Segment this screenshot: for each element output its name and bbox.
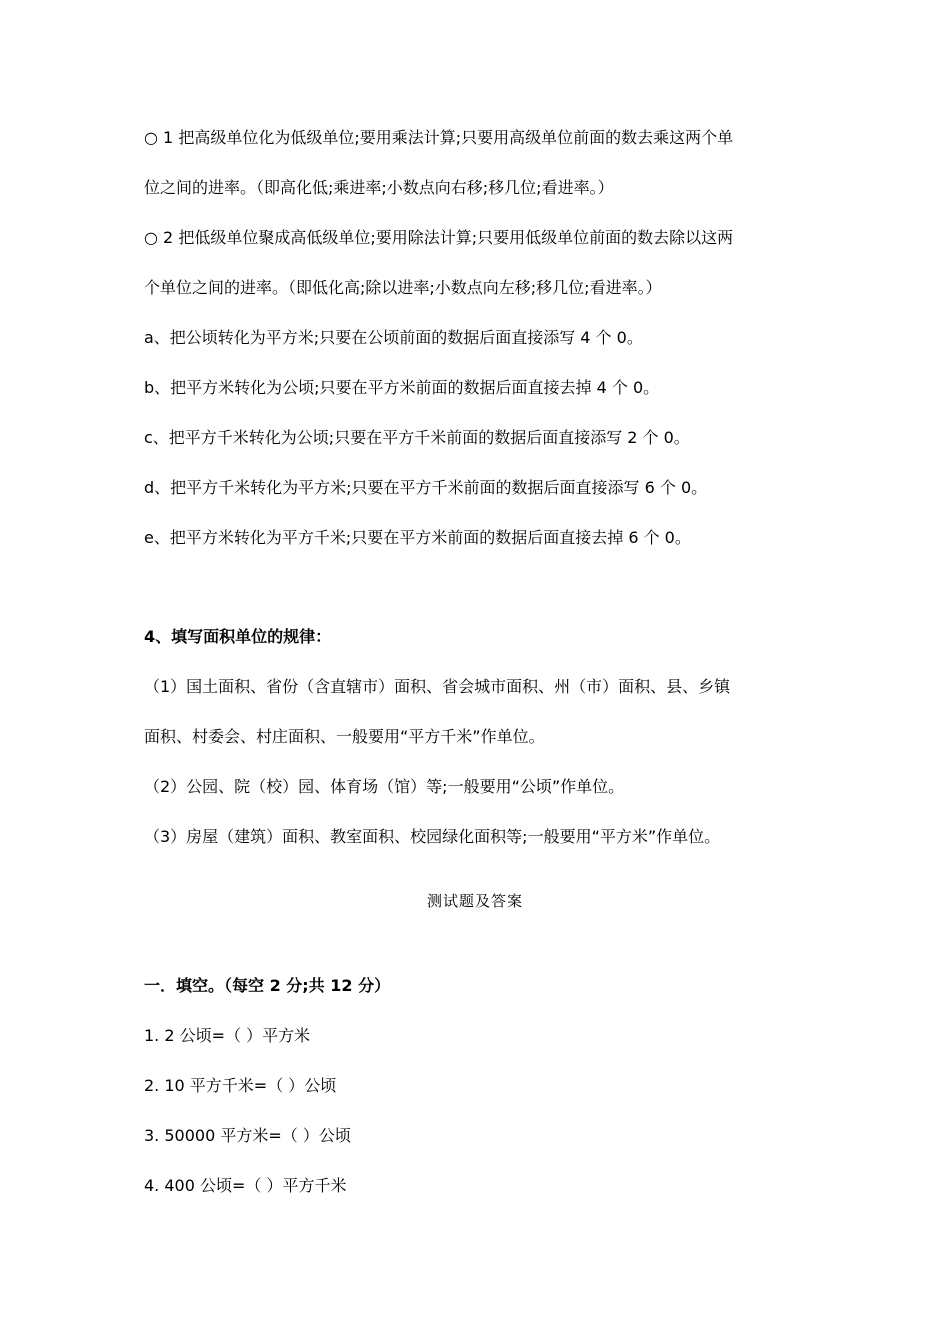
section-4-paragraph-1-line-1: （1）国土面积、省份（含直辖市）面积、省会城市面积、州（市）面积、县、乡镇 [144,677,731,696]
rule-e: e、把平方米转化为平方千米;只要在平方米前面的数据后面直接去掉 6 个 0。 [144,528,691,547]
rule-a: a、把公顷转化为平方米;只要在公顷前面的数据后面直接添写 4 个 0。 [144,328,643,347]
quiz-question-4: 4. 400 公顷=（ ）平方千米 [144,1176,347,1195]
section-4-paragraph-2: （2）公园、院（校）园、体育场（馆）等;一般要用“公顷”作单位。 [144,777,625,796]
quiz-question-3: 3. 50000 平方米=（ ）公顷 [144,1126,351,1145]
rule-1-line-1: ○ 1 把高级单位化为低级单位;要用乘法计算;只要用高级单位前面的数去乘这两个单 [144,128,734,147]
rule-1-line-2: 位之间的进率。（即高化低;乘进率;小数点向右移;移几位;看进率。） [144,178,614,197]
section-4-heading: 4、填写面积单位的规律： [144,627,332,646]
quiz-question-2: 2. 10 平方千米=（ ）公顷 [144,1076,337,1095]
rule-2-line-1: ○ 2 把低级单位聚成高低级单位;要用除法计算;只要用低级单位前面的数去除以这两 [144,228,734,247]
quiz-title: 测试题及答案 [426,892,523,910]
rule-c: c、把平方千米转化为公顷;只要在平方千米前面的数据后面直接添写 2 个 0。 [144,428,690,447]
quiz-question-1: 1. 2 公顷=（ ）平方米 [144,1026,311,1045]
section-4-paragraph-1-line-2: 面积、村委会、村庄面积、一般要用“平方千米”作单位。 [144,727,545,746]
rule-b: b、把平方米转化为公顷;只要在平方米前面的数据后面直接去掉 4 个 0。 [144,378,660,397]
section-4-paragraph-3: （3）房屋（建筑）面积、教室面积、校园绿化面积等;一般要用“平方米”作单位。 [144,827,721,846]
rule-2-line-2: 个单位之间的进率。（即低化高;除以进率;小数点向左移;移几位;看进率。） [144,278,662,297]
quiz-section-heading: 一．填空。（每空 2 分;共 12 分） [144,976,391,995]
rule-d: d、把平方千米转化为平方米;只要在平方千米前面的数据后面直接添写 6 个 0。 [144,478,708,497]
